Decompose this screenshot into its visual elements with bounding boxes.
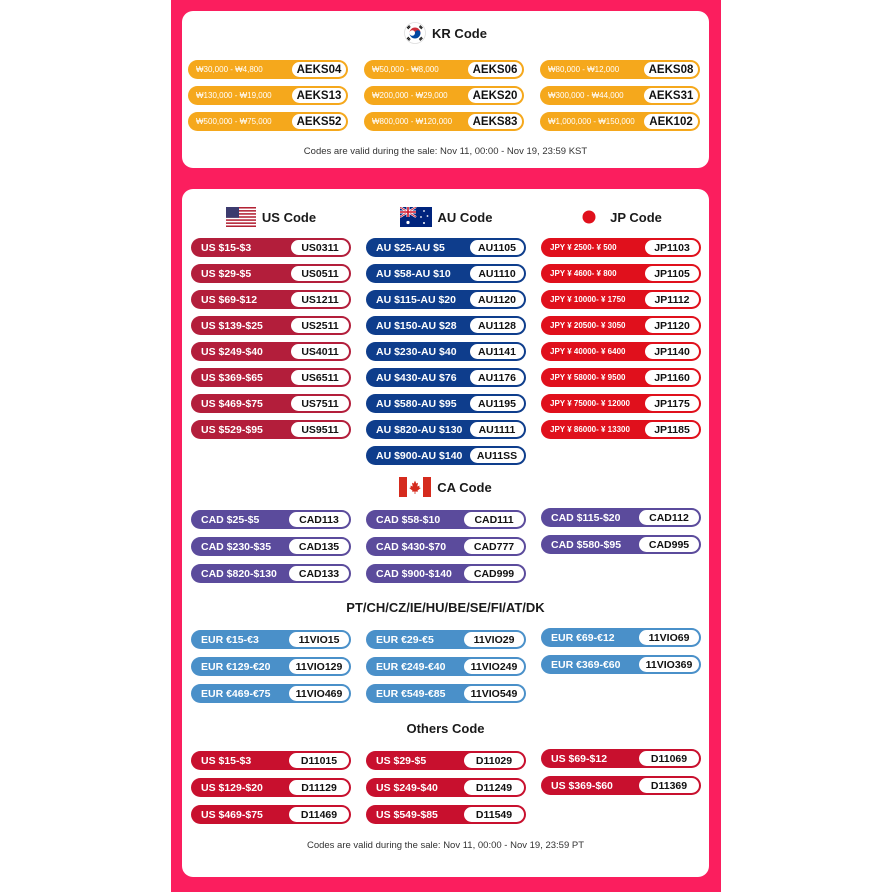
au-promo-code[interactable]: AU1128 [470,318,524,333]
us-promo-code[interactable]: US2511 [291,318,349,333]
kr-promo-code[interactable]: AEKS13 [292,88,346,103]
jp-title: JP Code [610,209,662,225]
kr-value: ₩300,000 - ₩44,000 [548,91,624,100]
au-code-pill[interactable] [366,420,526,439]
ca-promo-code[interactable]: CAD112 [639,510,699,525]
jp-promo-code[interactable]: JP1140 [645,344,699,359]
eur-code-pill[interactable] [541,628,701,647]
us-promo-code[interactable]: US6511 [291,370,349,385]
ca-heading [182,476,709,498]
others-code-pill[interactable] [191,778,351,797]
eur-promo-code[interactable]: 11VIO549 [464,686,524,701]
kr-value: ₩200,000 - ₩29,000 [372,91,448,100]
kr-value: ₩130,000 - ₩19,000 [196,91,272,100]
us-heading [191,207,351,227]
others-code-pill[interactable] [541,776,701,795]
kr-value: ₩30,000 - ₩4,800 [196,65,263,74]
kr-code-card [182,11,709,168]
au-promo-code[interactable]: AU1141 [470,344,524,359]
au-code-pill[interactable] [366,290,526,309]
us-value: US $15-$3 [201,241,252,254]
others-promo-code[interactable]: D11249 [464,780,524,795]
others-code-pill[interactable] [366,778,526,797]
au-value: AU $230-AU $40 [376,345,457,358]
us-value: US $69-$12 [201,293,258,306]
ca-code-pill[interactable] [541,535,701,554]
others-validity-note: Codes are valid during the sale: Nov 11, 00:00 - Nov 19, 23:59 PT [306,840,585,851]
jp-code-pill[interactable] [541,394,701,413]
others-value: US $29-$5 [376,754,427,767]
kr-validity-note: Codes are valid during the sale: Nov 11, 00:00 - Nov 19, 23:59 KST [303,146,588,157]
eur-code-pill[interactable] [366,630,526,649]
jp-heading [541,207,701,227]
ca-value: CAD $820-$130 [201,567,277,580]
us-value: US $469-$75 [201,397,263,410]
jp-promo-code[interactable]: JP1120 [645,318,699,333]
us-code-pill[interactable] [191,342,351,361]
eur-value: EUR €29-€5 [376,633,434,646]
us-promo-code[interactable]: US7511 [291,396,349,411]
ca-promo-code[interactable]: CAD133 [289,566,349,581]
ca-title: CA Code [437,479,492,495]
canada-flag-icon [399,477,431,497]
au-value: AU $580-AU $95 [376,397,457,410]
others-value: US $469-$75 [201,808,263,821]
eur-value: EUR €15-€3 [201,633,259,646]
jp-value: JPY ¥ 4600- ¥ 800 [550,269,617,278]
au-promo-code[interactable]: AU1195 [470,396,524,411]
us-promo-code[interactable]: US1211 [291,292,349,307]
ca-value: CAD $580-$95 [551,538,622,551]
eur-promo-code[interactable]: 11VIO129 [289,659,349,674]
kr-value: ₩1,000,000 - ₩150,000 [548,117,635,126]
jp-promo-code[interactable]: JP1185 [645,422,699,437]
south-korea-flag-icon [404,22,426,44]
eur-promo-code[interactable]: 11VIO249 [464,659,524,674]
au-code-pill[interactable] [366,394,526,413]
eur-promo-code[interactable]: 11VIO15 [289,632,349,647]
us-value: US $139-$25 [201,319,263,332]
jp-promo-code[interactable]: JP1112 [645,292,699,307]
ca-value: CAD $230-$35 [201,540,272,553]
jp-value: JPY ¥ 2500- ¥ 500 [550,243,617,252]
others-title: Others Code [406,720,485,736]
kr-promo-code[interactable]: AEKS04 [292,62,346,77]
ca-code-pill[interactable] [191,510,351,529]
kr-code-pill[interactable] [364,112,524,131]
jp-value: JPY ¥ 40000- ¥ 6400 [550,347,626,356]
jp-code-pill[interactable] [541,342,701,361]
us-code-pill[interactable] [191,238,351,257]
eur-value: EUR €249-€40 [376,660,446,673]
ca-promo-code[interactable]: CAD111 [464,512,524,527]
others-value: US $369-$60 [551,779,613,792]
ca-value: CAD $115-$20 [551,511,621,524]
jp-code-pill[interactable] [541,368,701,387]
au-promo-code[interactable]: AU1111 [470,422,524,437]
kr-code-pill[interactable] [188,60,348,79]
kr-code-pill[interactable] [188,86,348,105]
others-promo-code[interactable]: D11129 [289,780,349,795]
au-value: AU $25-AU $5 [376,241,445,254]
kr-promo-code[interactable]: AEKS06 [468,62,522,77]
others-code-pill[interactable] [541,749,701,768]
us-code-pill[interactable] [191,394,351,413]
others-promo-code[interactable]: D11549 [464,807,524,822]
us-code-pill[interactable] [191,290,351,309]
au-value: AU $115-AU $20 [376,293,456,306]
eur-code-pill[interactable] [191,630,351,649]
us-title: US Code [261,209,317,225]
others-heading [182,718,709,738]
kr-code-pill[interactable] [364,86,524,105]
eur-value: EUR €69-€12 [551,631,615,644]
ca-code-pill[interactable] [191,564,351,583]
ca-promo-code[interactable]: CAD135 [289,539,349,554]
jp-code-pill[interactable] [541,316,701,335]
kr-promo-code[interactable]: AEK102 [644,114,698,129]
japan-flag-icon [580,208,598,226]
kr-code-pill[interactable] [188,112,348,131]
jp-promo-code[interactable]: JP1103 [645,240,699,255]
us-promo-code[interactable]: US0511 [291,266,349,281]
kr-value: ₩50,000 - ₩8,000 [372,65,439,74]
others-code-pill[interactable] [191,751,351,770]
australia-flag-icon [400,207,432,227]
eur-value: EUR €369-€60 [551,658,621,671]
ca-value: CAD $58-$10 [376,513,441,526]
eur-promo-code[interactable]: 11VIO469 [289,686,349,701]
eur-code-pill[interactable] [366,684,526,703]
eur-promo-code[interactable]: 11VIO29 [464,632,524,647]
ca-promo-code[interactable]: CAD995 [639,537,699,552]
au-promo-code[interactable]: AU11SS [470,448,524,463]
ca-code-pill[interactable] [366,537,526,556]
others-promo-code[interactable]: D11069 [639,751,699,766]
us-code-pill[interactable] [191,368,351,387]
kr-promo-code[interactable]: AEKS08 [644,62,698,77]
others-value: US $15-$3 [201,754,252,767]
usa-flag-icon [226,207,256,227]
jp-value: JPY ¥ 20500- ¥ 3050 [550,321,626,330]
eur-code-pill[interactable] [191,657,351,676]
others-code-pill[interactable] [366,805,526,824]
jp-value: JPY ¥ 58000- ¥ 9500 [550,373,626,382]
kr-code-pill[interactable] [540,112,700,131]
eur-code-pill[interactable] [366,657,526,676]
jp-promo-code[interactable]: JP1175 [645,396,699,411]
au-code-pill[interactable] [366,446,526,465]
jp-code-pill[interactable] [541,290,701,309]
others-value: US $69-$12 [551,752,608,765]
us-value: US $249-$40 [201,345,263,358]
ca-code-pill[interactable] [366,564,526,583]
international-codes-card [182,189,709,877]
kr-value: ₩500,000 - ₩75,000 [196,117,272,126]
au-code-pill[interactable] [366,264,526,283]
au-promo-code[interactable]: AU1105 [470,240,524,255]
au-code-pill[interactable] [366,368,526,387]
kr-code-pill[interactable] [540,60,700,79]
jp-code-pill[interactable] [541,420,701,439]
eur-code-pill[interactable] [541,655,701,674]
ca-code-pill[interactable] [366,510,526,529]
ca-promo-code[interactable]: CAD999 [464,566,524,581]
eur-promo-code[interactable]: 11VIO369 [639,657,699,672]
eur-value: EUR €129-€20 [201,660,271,673]
eur-title: PT/CH/CZ/IE/HU/BE/SE/FI/AT/DK [346,599,545,615]
kr-code-pill[interactable] [540,86,700,105]
jp-value: JPY ¥ 75000- ¥ 12000 [550,399,630,408]
others-promo-code[interactable]: D11469 [289,807,349,822]
others-value: US $129-$20 [201,781,263,794]
au-promo-code[interactable]: AU1176 [470,370,524,385]
eur-value: EUR €469-€75 [201,687,271,700]
kr-heading [182,23,709,43]
eur-code-pill[interactable] [191,684,351,703]
others-promo-code[interactable]: D11015 [289,753,349,768]
ca-value: CAD $25-$5 [201,513,260,526]
au-title: AU Code [437,209,493,225]
ca-value: CAD $900-$140 [376,567,452,580]
ca-code-pill[interactable] [541,508,701,527]
ca-promo-code[interactable]: CAD113 [289,512,349,527]
jp-promo-code[interactable]: JP1105 [645,266,699,281]
au-heading [366,207,526,227]
ca-promo-code[interactable]: CAD777 [464,539,524,554]
us-promo-code[interactable]: US9511 [291,422,349,437]
au-value: AU $820-AU $130 [376,423,463,436]
kr-code-pill[interactable] [364,60,524,79]
au-promo-code[interactable]: AU1110 [470,266,524,281]
us-value: US $529-$95 [201,423,263,436]
kr-title: KR Code [432,25,487,41]
us-promo-code[interactable]: US0311 [291,240,349,255]
jp-value: JPY ¥ 10000- ¥ 1750 [550,295,626,304]
kr-promo-code[interactable]: AEKS20 [468,88,522,103]
jp-code-pill[interactable] [541,264,701,283]
us-value: US $29-$5 [201,267,252,280]
kr-value: ₩80,000 - ₩12,000 [548,65,620,74]
us-code-pill[interactable] [191,420,351,439]
kr-promo-code[interactable]: AEKS52 [292,114,346,129]
au-value: AU $430-AU $76 [376,371,457,384]
ca-value: CAD $430-$70 [376,540,447,553]
jp-promo-code[interactable]: JP1160 [645,370,699,385]
jp-code-pill[interactable] [541,238,701,257]
ca-code-pill[interactable] [191,537,351,556]
us-code-pill[interactable] [191,264,351,283]
others-code-pill[interactable] [366,751,526,770]
kr-value: ₩800,000 - ₩120,000 [372,117,453,126]
kr-promo-code[interactable]: AEKS83 [468,114,522,129]
us-value: US $369-$65 [201,371,263,384]
eur-promo-code[interactable]: 11VIO69 [639,630,699,645]
us-code-pill[interactable] [191,316,351,335]
others-value: US $549-$85 [376,808,438,821]
others-code-pill[interactable] [191,805,351,824]
au-code-pill[interactable] [366,238,526,257]
kr-promo-code[interactable]: AEKS31 [644,88,698,103]
au-promo-code[interactable]: AU1120 [470,292,524,307]
au-code-pill[interactable] [366,342,526,361]
au-value: AU $58-AU $10 [376,267,451,280]
au-code-pill[interactable] [366,316,526,335]
au-value: AU $900-AU $140 [376,449,463,462]
others-value: US $249-$40 [376,781,438,794]
eur-heading [182,597,709,617]
au-value: AU $150-AU $28 [376,319,457,332]
us-promo-code[interactable]: US4011 [291,344,349,359]
jp-value: JPY ¥ 86000- ¥ 13300 [550,425,630,434]
others-promo-code[interactable]: D11369 [639,778,699,793]
eur-value: EUR €549-€85 [376,687,446,700]
others-promo-code[interactable]: D11029 [464,753,524,768]
